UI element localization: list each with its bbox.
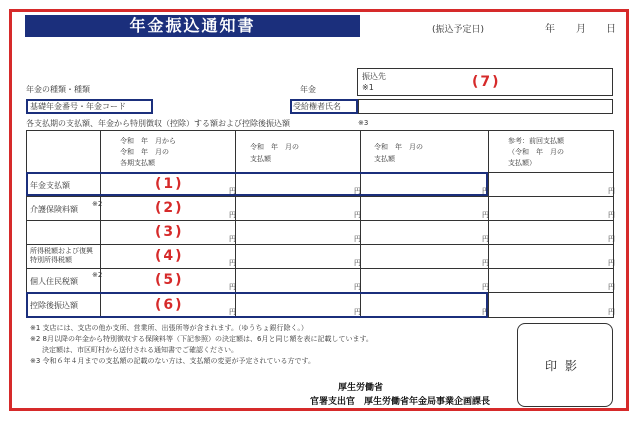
date-year: 年 <box>545 24 555 35</box>
col-header-3-l1: 令和 年 月の <box>374 143 423 151</box>
yen-unit: 円 <box>482 283 489 291</box>
row-label-2: 介護保険料額 <box>30 205 78 214</box>
row-label-4: 所得税額および復興特別所得税額 <box>30 247 93 264</box>
payee-marker: (7) <box>472 74 501 90</box>
row-note-5: ※2 <box>92 271 103 279</box>
yen-unit: 円 <box>482 211 489 219</box>
yen-unit: 円 <box>229 187 236 195</box>
yen-unit: 円 <box>608 259 615 267</box>
row-6-highlight <box>26 292 488 318</box>
signature-line-1: 厚生労働省 <box>338 383 384 393</box>
pension-type-label: 年金の種類・種類 <box>26 85 90 94</box>
yen-unit: 円 <box>229 211 236 219</box>
yen-unit: 円 <box>354 308 361 316</box>
yen-unit: 円 <box>608 235 615 243</box>
row-marker-4: (4) <box>155 248 184 264</box>
yen-unit: 円 <box>608 308 615 316</box>
stamp-box: 印影 <box>517 323 613 407</box>
payee-note: ※1 <box>362 83 374 92</box>
row-note-2: ※2 <box>92 200 103 208</box>
basic-number-label: 基礎年金番号・年金コード <box>30 102 126 111</box>
row-label-5: 個人住民税額 <box>30 277 78 286</box>
yen-unit: 円 <box>354 283 361 291</box>
yen-unit: 円 <box>608 211 615 219</box>
recipient-name-field <box>358 99 613 114</box>
col-header-3-l2: 支払額 <box>374 155 395 163</box>
col-header-4-l1: 参考：前回支払額 <box>508 137 564 145</box>
footnote-3: 決定額は、市区町村から送付される通知書でご確認ください。 <box>42 346 238 354</box>
yen-unit: 円 <box>354 259 361 267</box>
footnote-2: ※2 8月以降の年金から特別徴収する保険料等（下記参照）の決定額は、6月と同じ額を表に記載しています。 <box>30 335 373 343</box>
yen-unit: 円 <box>482 187 489 195</box>
yen-unit: 円 <box>608 283 615 291</box>
payee-label: 振込先 <box>362 72 386 81</box>
yen-unit: 円 <box>482 308 489 316</box>
date-month: 月 <box>576 24 586 35</box>
pension-label: 年金 <box>300 85 316 94</box>
col-header-1-l2: 令和 年 月の <box>120 148 169 156</box>
footnote-1: ※1 支店には、支店の他か支所、営業所、出張所等が含まれます。（ゆうちょ銀行除く。） <box>30 324 308 332</box>
row-marker-3: (3) <box>155 224 184 240</box>
yen-unit: 円 <box>229 308 236 316</box>
scheduled-date-label: (振込予定日) <box>432 25 485 35</box>
row-marker-2: (2) <box>155 200 184 216</box>
row-label-6: 控除後振込額 <box>30 301 78 310</box>
yen-unit: 円 <box>482 235 489 243</box>
col-header-1-l1: 令和 年 月から <box>120 137 176 145</box>
yen-unit: 円 <box>354 235 361 243</box>
row-marker-6: (6) <box>155 297 184 313</box>
yen-unit: 円 <box>354 211 361 219</box>
yen-unit: 円 <box>229 259 236 267</box>
row-1-highlight <box>26 172 488 196</box>
row-marker-5: (5) <box>155 272 184 288</box>
col-header-4-l2: （令和 年 月の <box>508 148 564 156</box>
yen-unit: 円 <box>354 187 361 195</box>
footnote-4: ※3 令和６年４月までの支払額の記載のない方は、支払額の変更が予定されている方です。 <box>30 357 315 365</box>
yen-unit: 円 <box>229 283 236 291</box>
yen-unit: 円 <box>229 235 236 243</box>
yen-unit: 円 <box>482 259 489 267</box>
row-marker-1: (1) <box>155 176 184 192</box>
yen-unit: 円 <box>608 187 615 195</box>
document-title: 年金振込通知書 <box>25 15 360 37</box>
col-header-2-l1: 令和 年 月の <box>250 143 299 151</box>
section-note-mark: ※3 <box>358 119 369 127</box>
section-note: 各支払期の支払額、年金から特別徴収（控除）する額および控除後振込額 <box>26 119 290 128</box>
signature-line-2: 官署支出官 厚生労働省年金局事業企画課長 <box>310 397 491 407</box>
col-header-1-l3: 各期支払額 <box>120 159 155 167</box>
date-day: 日 <box>606 24 616 35</box>
col-header-4-l3: 支払額） <box>508 159 536 167</box>
row-label-1: 年金支払額 <box>30 181 70 190</box>
col-header-2-l2: 支払額 <box>250 155 271 163</box>
recipient-label: 受給権者氏名 <box>293 102 341 111</box>
